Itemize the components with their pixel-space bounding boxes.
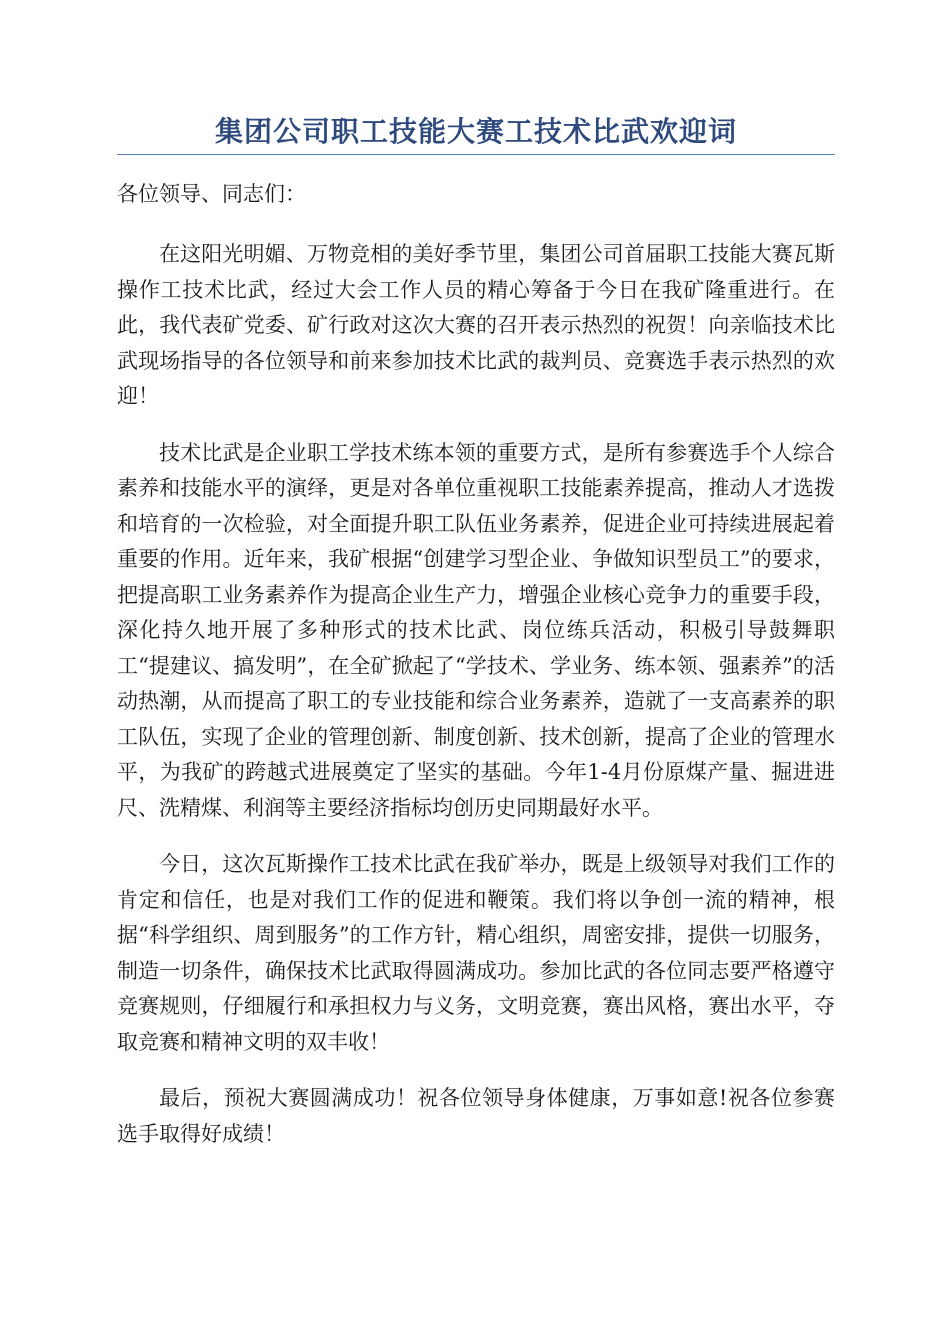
document-page <box>117 112 835 1152</box>
paragraph-commitment: 今日，这次瓦斯操作工技术比武在我矿举办，既是上级领导对我们工作的肯定和信任，也是对我们工作的促进和鞭策。我们将以争创一流的精神，根据“科学组织、周到服务”的工作方针，精心组织，周密安排，提供一切服务，制造一切条件，确保技术比武取得圆满成功。参加比武的各位同志要严格遵守竞赛规则，仔细履行和承担权力与义务，文明竞赛，赛出风格，赛出水平，夺取竞赛和精神文明的双丰收！ <box>117 852 835 1054</box>
salutation: 各位领导、同志们： <box>117 182 306 206</box>
document-title: 集团公司职工技能大赛工技术比武欢迎词 <box>117 112 835 155</box>
paragraph-significance: 技术比武是企业职工学技术练本领的重要方式，是所有参赛选手个人综合素养和技能水平的演绎，更是对各单位重视职工技能素养提高，推动人才选拨和培育的一次检验，对全面提升职工队伍业务素养，促进企业可持续进展起着重要的作用。近年来，我矿根据“创建学习型企业、争做知识型员工”的要求，把提高职工业务素养作为提高企业生产力，增强企业核心竞争力的重要手段，深化持久地开展了多种形式的技术比武、岗位练兵活动，积极引导鼓舞职工“提建议、搞发明”，在全矿掀起了“学技术、学业务、练本领、强素养”的活动热潮，从而提高了职工的专业技能和综合业务素养，造就了一支高素养的职工队伍，实现了企业的管理创新、制度创新、技术创新，提高了企业的管理水平，为我矿的跨越式进展奠定了坚实的基础。今年1-4月份原煤产量、掘进进尺、洗精煤、利润等主要经济指标均创历史同期最好水平。 <box>117 440 835 820</box>
paragraph-welcome: 在这阳光明媚、万物竞相的美好季节里，集团公司首届职工技能大赛瓦斯操作工技术比武，经过大会工作人员的精心筹备于今日在我矿隆重进行。在此，我代表矿党委、矿行政对这次大赛的召开表示热烈的祝贺！向亲临技术比武现场指导的各位领导和前来参加技术比武的裁判员、竞赛选手表示热烈的欢迎！ <box>117 242 835 408</box>
paragraph-closing: 最后，预祝大赛圆满成功！祝各位领导身体健康，万事如意!祝各位参赛选手取得好成绩！ <box>117 1086 835 1146</box>
